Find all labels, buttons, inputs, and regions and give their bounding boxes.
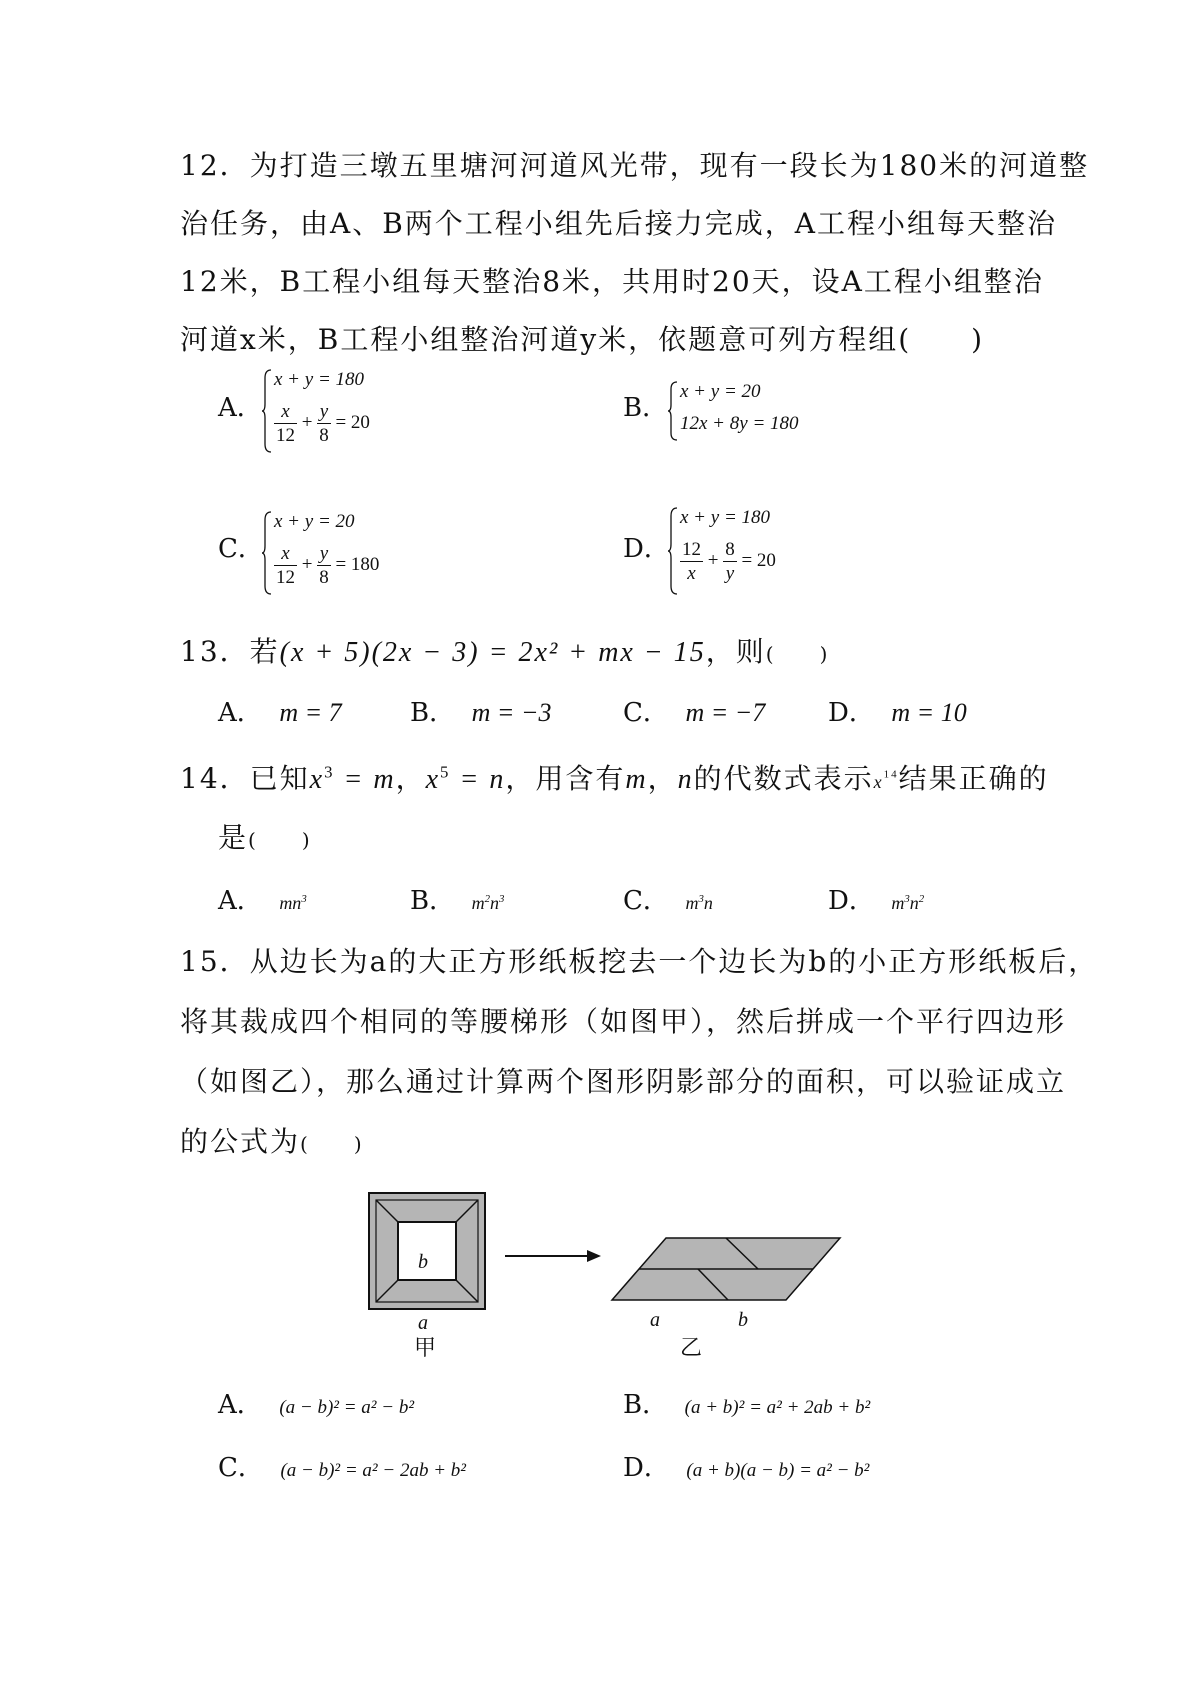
fig-yi-caption: 乙 [680,1336,703,1361]
q12-d-eq2: $\frac{12}{x}$ + $\frac{8}{y}$ = 20 [682,539,776,584]
fig-jia-caption: 甲 [414,1336,437,1361]
q12-line4: 河道x米，B工程小组整治河道y米，依题意可列方程组( ) [180,323,985,356]
brace-icon [262,510,272,596]
q12-option-c-label[interactable]: C． [218,534,264,564]
arrow-right-icon [503,1248,603,1264]
q12-option-c-system[interactable] [262,510,412,596]
q14-line2: 是( ) [218,821,312,854]
q12-line3: 12米，B工程小组每天整治8米，共用时20天，设A工程小组整治 [180,265,1044,298]
fig-yi-label-a: a [650,1309,660,1331]
q13-stem: 13．若(x + 5)(2x − 3) = 2x² + mx − 15，则( ) [180,635,830,668]
q15-line4: 的公式为( ) [180,1125,364,1158]
q13-option-b[interactable]: B． m = −3 [410,698,552,728]
q12-a-eq2: $\frac{x}{12}$ + $\frac{y}{8}$ = 20 [276,401,370,446]
brace-icon [668,506,678,596]
q15-line2: 将其裁成四个相同的等腰梯形（如图甲），然后拼成一个平行四边形 [180,1005,1067,1038]
q15-option-b[interactable]: B． (a + b)² = a² + 2ab + b² [623,1390,871,1420]
q12-option-a-label[interactable]: A． [218,393,263,423]
q12-option-d-label[interactable]: D． [623,534,670,564]
q13-option-d[interactable]: D． m = 10 [828,698,967,728]
brace-icon [262,368,272,454]
q12-d-eq1: x + y = 180 [680,507,771,528]
fig-jia-label-a: a [418,1312,428,1334]
q14-option-c[interactable]: C． $m^3n$ [623,886,713,916]
q14-option-a[interactable]: A． $mn^3$ [218,886,307,916]
q14-stem: 14．已知$x^3 = m$，$x^5 = n$，用含有m，n的代数式表示$x^{14}$结果正确的 [180,762,1049,795]
q15-option-d[interactable]: D． (a + b)(a − b) = a² − b² [623,1453,870,1483]
q15-line3: （如图乙），那么通过计算两个图形阴影部分的面积，可以验证成立 [180,1065,1067,1098]
fig-yi-label-b: b [738,1309,748,1331]
q12-b-eq2: 12x + 8y = 180 [680,413,799,434]
figure-jia [368,1192,488,1312]
q12-c-eq2: $\frac{x}{12}$ + $\frac{y}{8}$ = 180 [276,543,380,588]
q12-option-b-label[interactable]: B． [623,393,669,423]
q14-option-d[interactable]: D． $m^3n^2$ [828,886,925,916]
q13-option-a[interactable]: A． m = 7 [218,698,342,728]
q12-option-a-system[interactable] [262,368,412,454]
figure-yi [608,1236,844,1302]
q12-line2: 治任务，由A、B两个工程小组先后接力完成，A工程小组每天整治 [180,207,1058,240]
q12-b-eq1: x + y = 20 [680,381,761,402]
q12-c-eq1: x + y = 20 [274,511,355,532]
q12-line1: 12．为打造三墩五里塘河河道风光带，现有一段长为180米的河道整 [180,149,1090,182]
q12-option-d-system[interactable] [668,506,818,596]
q15-line1: 15．从边长为a的大正方形纸板挖去一个边长为b的小正方形纸板后， [180,945,1099,978]
q13-option-c[interactable]: C． m = −7 [623,698,766,728]
q12-a-eq1: x + y = 180 [274,369,365,390]
q15-option-a[interactable]: A． (a − b)² = a² − b² [218,1390,415,1420]
fig-jia-label-b: b [418,1251,428,1273]
brace-icon [668,380,678,442]
q14-option-b[interactable]: B． $m^2n^3$ [410,886,505,916]
q15-option-c[interactable]: C． (a − b)² = a² − 2ab + b² [218,1453,466,1483]
q12-option-b-system[interactable] [668,380,828,442]
